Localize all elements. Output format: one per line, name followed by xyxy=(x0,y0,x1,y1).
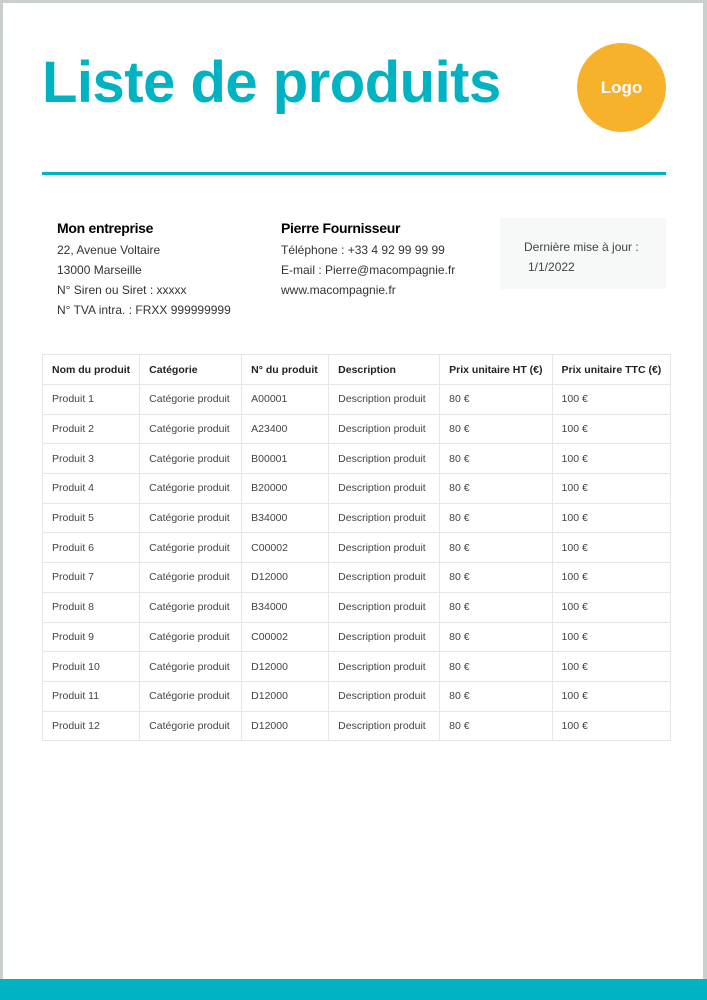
product-category-cell: Catégorie produit xyxy=(140,474,242,504)
table-row xyxy=(43,414,671,444)
product-name-cell: Produit 12 xyxy=(43,711,140,741)
column-header: Prix unitaire TTC (€) xyxy=(552,355,671,385)
product-name-cell: Produit 5 xyxy=(43,503,140,533)
price-ttc-cell: 100 € xyxy=(552,681,671,711)
product-number-cell: D12000 xyxy=(242,711,329,741)
product-table xyxy=(42,354,671,741)
product-name-cell: Produit 10 xyxy=(43,652,140,682)
product-category-cell: Catégorie produit xyxy=(140,414,242,444)
product-category-cell: Catégorie produit xyxy=(140,503,242,533)
price-ttc-cell: 100 € xyxy=(552,474,671,504)
product-name-cell: Produit 4 xyxy=(43,474,140,504)
product-category-cell: Catégorie produit xyxy=(140,592,242,622)
last-update-label: Dernière mise à jour : xyxy=(524,240,639,254)
product-name-cell: Produit 7 xyxy=(43,563,140,593)
title-divider xyxy=(42,172,666,175)
company-siren: N° Siren ou Siret : xxxxx xyxy=(57,283,187,297)
product-description-cell: Description produit xyxy=(329,503,440,533)
company-name: Mon entreprise xyxy=(57,220,154,236)
price-ttc-cell: 100 € xyxy=(552,592,671,622)
product-category-cell: Catégorie produit xyxy=(140,385,242,415)
price-ttc-cell: 100 € xyxy=(552,385,671,415)
product-description-cell: Description produit xyxy=(329,711,440,741)
price-ttc-cell: 100 € xyxy=(552,622,671,652)
table-row xyxy=(43,652,671,682)
product-name-cell: Produit 6 xyxy=(43,533,140,563)
column-header: N° du produit xyxy=(242,355,329,385)
product-category-cell: Catégorie produit xyxy=(140,622,242,652)
price-ttc-cell: 100 € xyxy=(552,533,671,563)
price-ht-cell: 80 € xyxy=(440,652,552,682)
product-description-cell: Description produit xyxy=(329,474,440,504)
company-address: 22, Avenue Voltaire xyxy=(57,243,161,257)
product-name-cell: Produit 1 xyxy=(43,385,140,415)
price-ht-cell: 80 € xyxy=(440,474,552,504)
last-update-box xyxy=(500,218,666,289)
price-ht-cell: 80 € xyxy=(440,563,552,593)
supplier-phone: Téléphone : +33 4 92 99 99 99 xyxy=(281,243,445,257)
last-update-value: 1/1/2022 xyxy=(528,260,575,274)
price-ht-cell: 80 € xyxy=(440,385,552,415)
logo xyxy=(577,43,666,132)
price-ht-cell: 80 € xyxy=(440,533,552,563)
product-category-cell: Catégorie produit xyxy=(140,681,242,711)
supplier-website: www.macompagnie.fr xyxy=(281,283,396,297)
supplier-name: Pierre Fournisseur xyxy=(281,220,401,236)
product-description-cell: Description produit xyxy=(329,622,440,652)
product-name-cell: Produit 2 xyxy=(43,414,140,444)
company-info xyxy=(57,219,231,320)
table-row xyxy=(43,474,671,504)
product-category-cell: Catégorie produit xyxy=(140,444,242,474)
table-row xyxy=(43,444,671,474)
price-ht-cell: 80 € xyxy=(440,444,552,474)
table-row xyxy=(43,622,671,652)
supplier-info xyxy=(281,219,455,300)
product-category-cell: Catégorie produit xyxy=(140,711,242,741)
table-header-row xyxy=(43,355,671,385)
product-description-cell: Description produit xyxy=(329,652,440,682)
column-header: Description xyxy=(329,355,440,385)
product-description-cell: Description produit xyxy=(329,533,440,563)
price-ht-cell: 80 € xyxy=(440,681,552,711)
product-description-cell: Description produit xyxy=(329,385,440,415)
price-ttc-cell: 100 € xyxy=(552,711,671,741)
product-number-cell: C00002 xyxy=(242,622,329,652)
price-ttc-cell: 100 € xyxy=(552,414,671,444)
company-city: 13000 Marseille xyxy=(57,263,142,277)
product-description-cell: Description produit xyxy=(329,592,440,622)
product-name-cell: Produit 9 xyxy=(43,622,140,652)
price-ttc-cell: 100 € xyxy=(552,503,671,533)
table-row xyxy=(43,563,671,593)
price-ht-cell: 80 € xyxy=(440,503,552,533)
product-category-cell: Catégorie produit xyxy=(140,652,242,682)
product-number-cell: B34000 xyxy=(242,503,329,533)
price-ttc-cell: 100 € xyxy=(552,652,671,682)
document-page xyxy=(3,3,703,1000)
product-description-cell: Description produit xyxy=(329,681,440,711)
price-ht-cell: 80 € xyxy=(440,622,552,652)
product-description-cell: Description produit xyxy=(329,444,440,474)
column-header: Catégorie xyxy=(140,355,242,385)
product-number-cell: A23400 xyxy=(242,414,329,444)
price-ht-cell: 80 € xyxy=(440,711,552,741)
product-description-cell: Description produit xyxy=(329,563,440,593)
column-header: Prix unitaire HT (€) xyxy=(440,355,552,385)
product-name-cell: Produit 8 xyxy=(43,592,140,622)
product-description-cell: Description produit xyxy=(329,414,440,444)
price-ht-cell: 80 € xyxy=(440,592,552,622)
logo-label: Logo xyxy=(600,77,643,97)
product-name-cell: Produit 3 xyxy=(43,444,140,474)
table-body xyxy=(43,385,671,741)
table-row xyxy=(43,592,671,622)
product-number-cell: B00001 xyxy=(242,444,329,474)
product-number-cell: A00001 xyxy=(242,385,329,415)
company-vat: N° TVA intra. : FRXX 999999999 xyxy=(57,303,231,317)
product-number-cell: B34000 xyxy=(242,592,329,622)
table-row xyxy=(43,503,671,533)
column-header: Nom du produit xyxy=(43,355,140,385)
product-number-cell: B20000 xyxy=(242,474,329,504)
footer-bar xyxy=(0,979,707,1000)
product-category-cell: Catégorie produit xyxy=(140,533,242,563)
product-number-cell: D12000 xyxy=(242,652,329,682)
page-title: Liste de produits xyxy=(42,50,501,115)
table-row xyxy=(43,681,671,711)
table-row xyxy=(43,385,671,415)
table-row xyxy=(43,711,671,741)
price-ttc-cell: 100 € xyxy=(552,563,671,593)
price-ht-cell: 80 € xyxy=(440,414,552,444)
supplier-email: E-mail : Pierre@macompagnie.fr xyxy=(281,263,456,277)
price-ttc-cell: 100 € xyxy=(552,444,671,474)
product-name-cell: Produit 11 xyxy=(43,681,140,711)
product-number-cell: C00002 xyxy=(242,533,329,563)
product-number-cell: D12000 xyxy=(242,563,329,593)
product-category-cell: Catégorie produit xyxy=(140,563,242,593)
product-number-cell: D12000 xyxy=(242,681,329,711)
table-row xyxy=(43,533,671,563)
